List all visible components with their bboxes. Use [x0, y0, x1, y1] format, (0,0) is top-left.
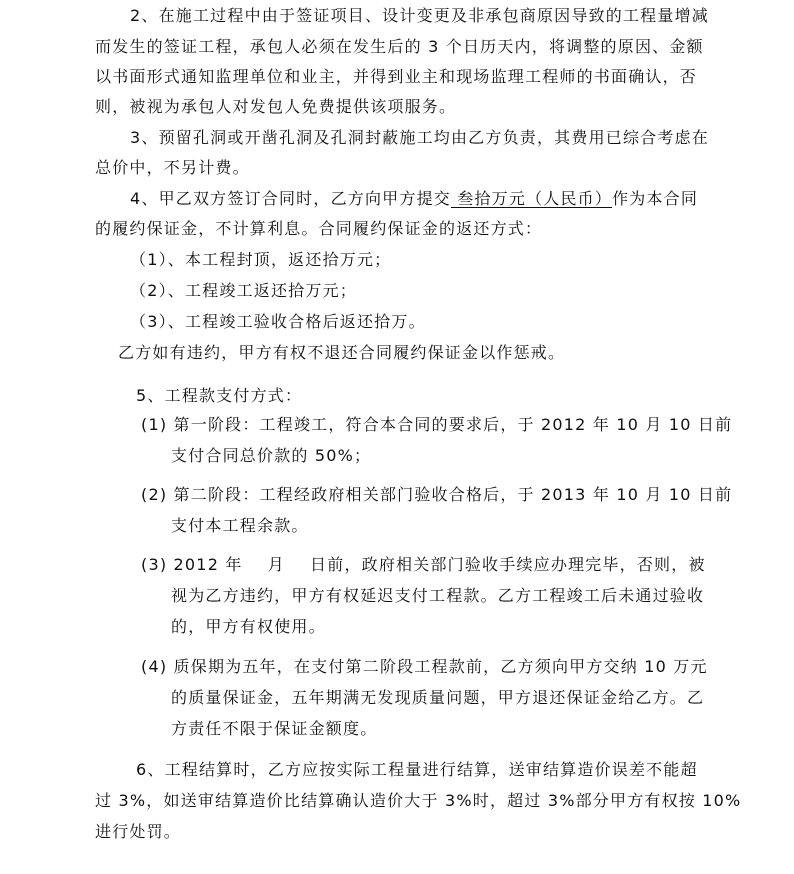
stage-2-line-1: (2) 第二阶段：工程经政府相关部门验收合格后，于 2013 年 10 月 10 日前: [141, 485, 733, 504]
para-6-line-2: 过 3%，如送审结算造价比结算确认造价大于 3%时，超过 3%部分甲方有权按 10%: [95, 791, 742, 810]
para-4-post: 作为本合同: [612, 189, 699, 208]
refund-item-2: （2）、工程竣工返还拾万元；: [130, 281, 357, 300]
stage-3-line-1: (3) 2012 年 月 日前，政府相关部门验收手续应办理完毕，否则，被: [141, 555, 706, 574]
para-3-line-2: 总价中，不另计费。: [95, 158, 250, 177]
stage-4-line-2: 的质量保证金，五年期满无发现质量问题，甲方退还保证金给乙方。乙: [171, 688, 705, 707]
stage-4-line-1: (4) 质保期为五年，在支付第二阶段工程款前，乙方须向甲方交纳 10 万元: [141, 657, 708, 676]
stage-1-line-1: (1) 第一阶段：工程竣工，符合本合同的要求后，于 2012 年 10 月 10 日前: [141, 415, 733, 434]
penalty-clause: 乙方如有违约，甲方有权不退还合同履约保证金以作惩戒。: [118, 343, 566, 362]
para-4-line-2: 的履约保证金，不计算利息。合同履约保证金的返还方式：: [95, 219, 543, 238]
para-6-line-1: 6、工程结算时，乙方应按实际工程量进行结算，送审结算造价误差不能超: [136, 760, 698, 779]
para-4-pre: 4、甲乙双方签订合同时，乙方向甲方提交: [130, 189, 451, 208]
deposit-amount: 叁拾万元（人民币）: [450, 189, 613, 208]
refund-item-1: （1）、本工程封顶，返还拾万元；: [130, 250, 392, 269]
stage-4-line-3: 方责任不限于保证金额度。: [171, 719, 378, 738]
stage-1-line-2: 支付合同总价款的 50%；: [171, 446, 372, 465]
para-4-line-1: [130, 189, 698, 209]
para-3-line-1: 3、预留孔洞或开凿孔洞及孔洞封蔽施工均由乙方负责，其费用已综合考虑在: [130, 128, 709, 147]
refund-item-3: （3）、工程竣工验收合格后返还拾万。: [130, 312, 426, 331]
payment-title: 5、工程款支付方式：: [136, 386, 303, 405]
para-6-line-3: 进行处罚。: [95, 822, 182, 841]
para-2-line-2: 而发生的签证工程，承包人必须在发生后的 3 个日历天内，将调整的原因、金额: [95, 37, 704, 56]
stage-2-line-2: 支付本工程余款。: [171, 516, 309, 535]
para-2-line-4: 则，被视为承包人对发包人免费提供该项服务。: [95, 97, 457, 116]
para-2-line-3: 以书面形式通知监理单位和业主，并得到业主和现场监理工程师的书面确认，否: [95, 67, 698, 86]
para-2-line-1: 2、在施工过程中由于签证项目、设计变更及非承包商原因导致的工程量增减: [130, 6, 709, 25]
stage-3-line-2: 视为乙方违约，甲方有权延迟支付工程款。乙方工程竣工后未通过验收: [171, 586, 705, 605]
stage-3-line-3: 的，甲方有权使用。: [171, 617, 326, 636]
